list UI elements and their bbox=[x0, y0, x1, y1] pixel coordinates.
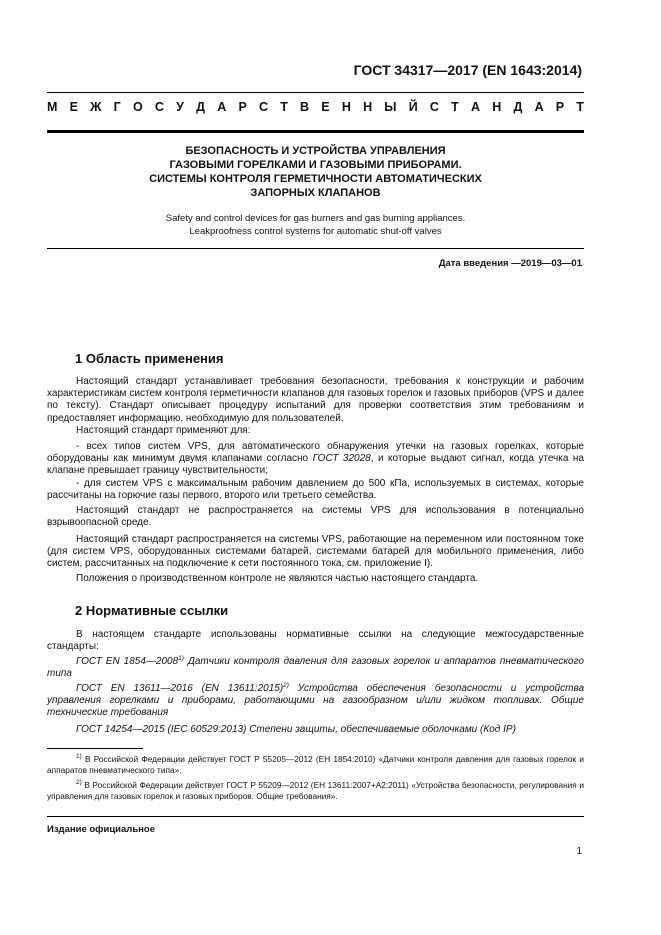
banner-bottom-rule bbox=[47, 130, 584, 133]
footnote bbox=[47, 754, 584, 776]
normative-reference: ГОСТ 14254—2015 (IEC 60529:2013) Степени защиты, обеспечиваемые оболочками (Код IP) bbox=[76, 724, 516, 735]
footnote-mark: 1) bbox=[178, 655, 184, 662]
normative-reference bbox=[47, 683, 584, 720]
text-span: , и которые выдают сигнал, когда утечка на клапане превышает границу чувствительности; bbox=[47, 453, 584, 477]
section-1-paragraph: Настоящий стандарт применяют для: bbox=[76, 425, 251, 436]
footnote-text: В Российской Федерации действует ГОСТ Р 55205—2012 (ЕН 1854:2010) «Датчики контроля давления для газовых горелок и аппаратов пневматического типа». bbox=[47, 754, 584, 775]
section-1-paragraph: Настоящий стандарт распространяется на системы VPS, работающие на переменном или постоянном токе (для систем VPS, оборудованных системами батарей, системами батарей для мобильного применения, либо систем, рассчитанных на подключение к сети постоянного тока, см. приложение I). bbox=[47, 534, 584, 570]
title-bottom-rule bbox=[47, 248, 584, 249]
footnote-text: В Российской Федерации действует ГОСТ Р 55209—2012 (ЕН 13611:2007+A2:2011) «Устройства безопасности, регулирования и управления для газовых горелок и газовых приборов. Общие требования». bbox=[47, 780, 584, 801]
title-line: БЕЗОПАСНОСТЬ И УСТРОЙСТВА УПРАВЛЕНИЯ bbox=[185, 145, 446, 157]
section-1-paragraph: Положения о производственном контроле не являются частью настоящего стандарта. bbox=[76, 573, 479, 584]
document-title-en bbox=[47, 212, 584, 238]
section-1-list-item: - для систем VPS с максимальным рабочим давлением до 500 кПа, используемых в системах, которые рассчитаны на горючие газы первого, второго или третьего семейства. bbox=[47, 478, 584, 502]
section-2-heading: 2 Нормативные ссылки bbox=[75, 603, 229, 618]
official-edition-label: Издание официальное bbox=[47, 824, 155, 835]
title-line: ГАЗОВЫМИ ГОРЕЛКАМИ И ГАЗОВЫМИ ПРИБОРАМИ. bbox=[169, 159, 462, 171]
section-1-paragraph: Настоящий стандарт не распространяется на системы VPS для использования в потенциально взрывоопасной среде. bbox=[47, 505, 584, 529]
footer-rule bbox=[47, 816, 584, 817]
page-number: 1 bbox=[576, 846, 582, 857]
standard-banner: М Е Ж Г О С У Д А Р С Т В Е Н Н Ы Й С Т А Н Д А Р Т bbox=[47, 100, 584, 114]
footnote-mark: 2) bbox=[76, 779, 82, 786]
reference-title: Датчики контроля давления для газовых горелок и аппаратов пневматического типа bbox=[47, 656, 584, 680]
title-en-line: Leakproofness control systems for automatic shut-off valves bbox=[189, 226, 442, 237]
section-1-heading: 1 Область применения bbox=[75, 351, 224, 366]
normative-reference bbox=[47, 656, 584, 680]
footnote-mark: 1) bbox=[76, 753, 82, 760]
section-1-paragraph: Настоящий стандарт устанавливает требования безопасности, требования к конструкции и рабочим характеристикам систем контроля герметичности клапанов для газовых горелок и газовых приборов (VPS и далее по тексту). Стандарт описывает процедуру испытаний для проверки соответствия этим требованиям и предоставляет информацию, необходимую для пользователей. bbox=[47, 376, 584, 424]
footnote-separator bbox=[47, 748, 143, 749]
banner-top-rule bbox=[47, 92, 584, 93]
title-line: СИСТЕМЫ КОНТРОЛЯ ГЕРМЕТИЧНОСТИ АВТОМАТИЧЕСКИХ bbox=[149, 173, 482, 185]
footnote-mark: 2) bbox=[283, 682, 289, 689]
title-line: ЗАПОРНЫХ КЛАПАНОВ bbox=[250, 187, 381, 199]
reference-link: ГОСТ 32028 bbox=[312, 453, 371, 465]
title-en-line: Safety and control devices for gas burners and gas burning appliances. bbox=[165, 213, 466, 224]
footnote bbox=[47, 780, 584, 802]
standard-code: ГОСТ 34317—2017 (EN 1643:2014) bbox=[353, 62, 582, 78]
document-title-ru bbox=[47, 144, 584, 200]
reference-code: ГОСТ EN 1854—2008 bbox=[76, 656, 179, 667]
introduction-date: Дата введения —2019—03—01 bbox=[438, 258, 582, 269]
reference-title: Устройства обеспечения безопасности и устройства управления горелками и приборами, работающими на газообразном и/или жидком топливах. Общие технические требования bbox=[47, 683, 585, 719]
section-2-paragraph: В настоящем стандарте использованы нормативные ссылки на следующие межгосударственные стандарты: bbox=[47, 629, 584, 653]
text-span: - всех типов систем VPS, для автоматического обнаружения утечки на газовых горелках, которые оборудованы как минимум двумя клапанами согласно bbox=[47, 441, 584, 465]
section-1-list-item bbox=[47, 441, 584, 478]
reference-code: ГОСТ EN 13611—2016 (EN 13611:2015) bbox=[76, 683, 284, 694]
